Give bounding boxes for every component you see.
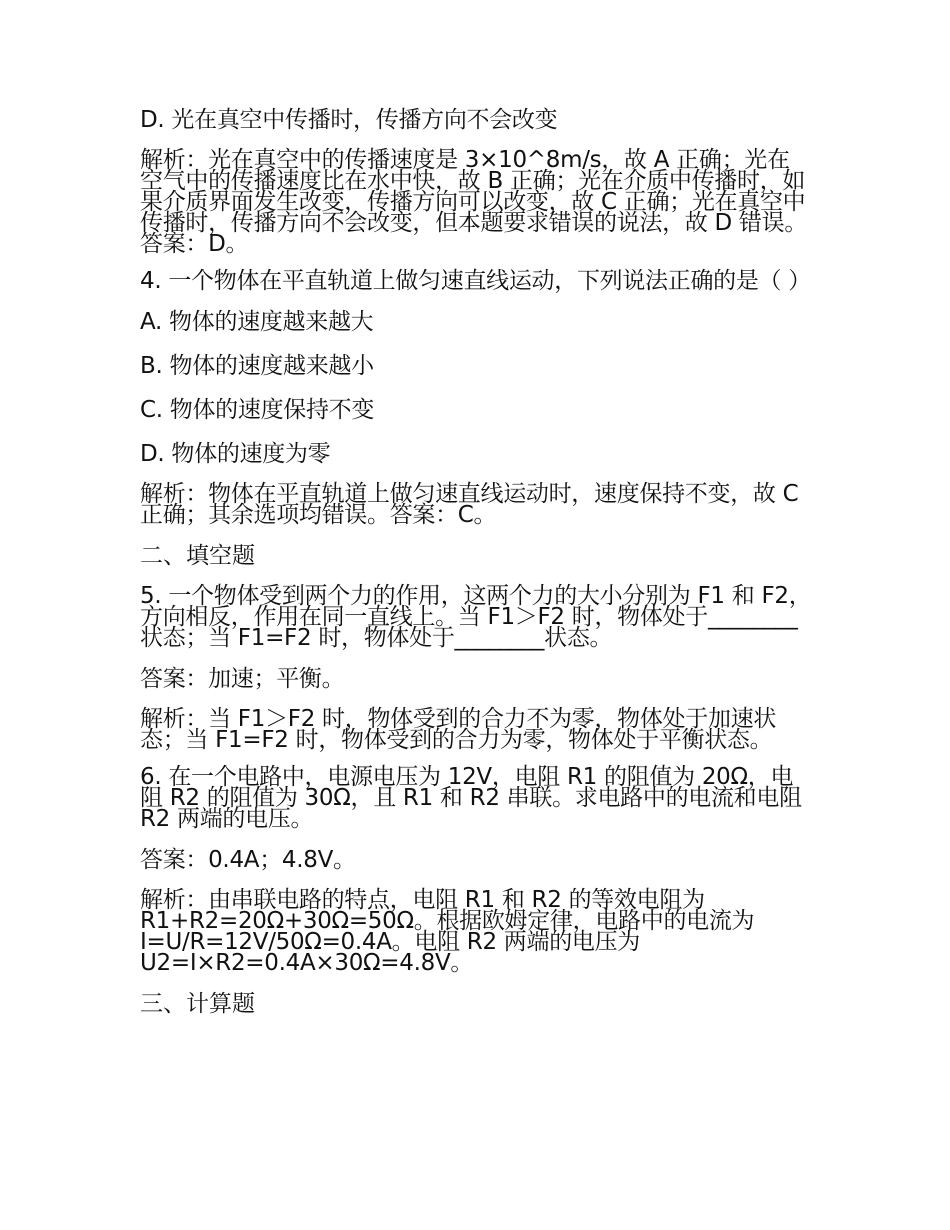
section-heading-calculation: 三、计算题 xyxy=(140,991,255,1017)
document-page xyxy=(140,106,812,1034)
q3-option-d: D. 光在真空中传播时，传播方向不会改变 xyxy=(140,107,558,133)
q6-answer: 答案：0.4A；4.8V。 xyxy=(140,847,356,873)
q3-analysis: 解析：光在真空中的传播速度是 3×10^8m/s，故 A 正确；光在空气中的传播速度比在水中快，故 B 正确；光在介质中传播时，如果介质界面发生改变，传播方向可以改变，故 C 正确；光在真空中传播时，传播方向不会改变，但本题要求错误的说法，故 D 错误。答案：D。 xyxy=(140,147,808,257)
q6-stem: 6. 在一个电路中，电源电压为 12V，电阻 R1 的阻值为 20Ω，电阻 R2 的阻值为 30Ω，且 R1 和 R2 串联。求电路中的电流和电阻 R2 两端的电压。 xyxy=(140,764,802,832)
q5-analysis: 解析：当 F1＞F2 时，物体受到的合力不为零，物体处于加速状态；当 F1=F2 时，物体受到的合力为零，物体处于平衡状态。 xyxy=(140,706,777,753)
q6-analysis: 解析：由串联电路的特点，电阻 R1 和 R2 的等效电阻为 R1+R2=20Ω+30Ω=50Ω。根据欧姆定律，电路中的电流为 I=U/R=12V/50Ω=0.4A。电阻 R2 两端的电压为 U2=I×R2=0.4A×30Ω=4.8V。 xyxy=(140,887,755,976)
q4-option-d: D. 物体的速度为零 xyxy=(140,441,331,467)
section-heading-fill-blank: 二、填空题 xyxy=(140,543,255,569)
q4-analysis: 解析：物体在平直轨道上做匀速直线运动时，速度保持不变，故 C 正确；其余选项均错误。答案：C。 xyxy=(140,481,799,528)
q4-stem: 4. 一个物体在平直轨道上做匀速直线运动，下列说法正确的是（ ） xyxy=(140,268,811,294)
q5-stem: 5. 一个物体受到两个力的作用，这两个力的大小分别为 F1 和 F2，方向相反，作用在同一直线上。当 F1＞F2 时，物体处于________状态；当 F1=F2 时，物体处于________状态。 xyxy=(140,583,812,651)
q5-answer: 答案：加速；平衡。 xyxy=(140,666,345,692)
q4-option-b: B. 物体的速度越来越小 xyxy=(140,353,374,379)
q4-option-a: A. 物体的速度越来越大 xyxy=(140,309,374,335)
q4-option-c: C. 物体的速度保持不变 xyxy=(140,397,375,423)
